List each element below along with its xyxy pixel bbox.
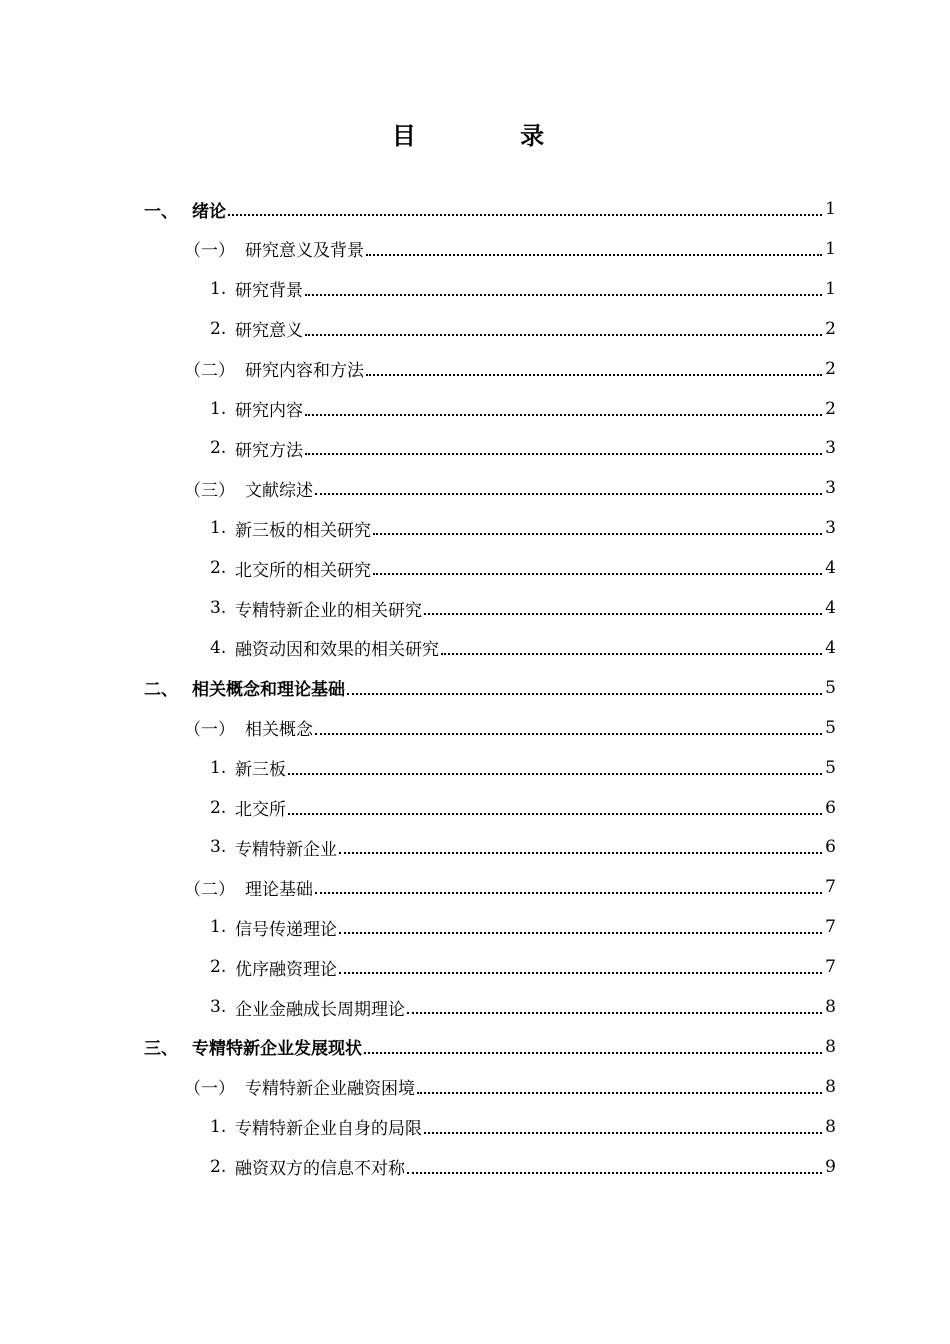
toc-dot-leader xyxy=(366,374,822,376)
toc-entry-label xyxy=(144,197,226,222)
toc-entry-title: 北交所 xyxy=(235,800,286,820)
toc-entry-title: 新三板 xyxy=(235,760,286,781)
toc-entry-label xyxy=(210,516,371,541)
toc-entry-number: 三、 xyxy=(144,1039,178,1060)
toc-entry-title: 专精特新企业发展现状 xyxy=(192,1039,362,1060)
toc-entry-page-number: 8 xyxy=(825,1036,836,1057)
toc-entry-number: 2. xyxy=(210,957,227,978)
toc-entry-page-number: 8 xyxy=(825,1116,836,1137)
toc-entry-title: 研究内容和方法 xyxy=(245,361,364,382)
toc-entry-number: 1. xyxy=(210,1116,227,1137)
toc-entry[interactable] xyxy=(0,548,950,588)
toc-entry-number: 2. xyxy=(210,1156,227,1177)
toc-entry-title: 研究意义及背景 xyxy=(245,241,364,262)
toc-entry-title: 研究方法 xyxy=(235,440,303,461)
toc-entry-page-number: 6 xyxy=(825,797,836,818)
toc-entry-number: 1. xyxy=(210,398,227,419)
toc-entry-label xyxy=(210,396,303,421)
toc-entry-number: 1. xyxy=(210,278,227,299)
toc-dot-leader xyxy=(417,1092,822,1094)
toc-entry-label xyxy=(210,755,286,780)
toc-dot-leader xyxy=(339,932,822,934)
toc-entry[interactable] xyxy=(0,1067,950,1107)
toc-entry-label xyxy=(210,1114,422,1139)
toc-entry[interactable] xyxy=(0,668,950,708)
toc-dot-leader xyxy=(305,334,822,336)
toc-entry-page-number: 2 xyxy=(825,398,836,419)
toc-entry-number: 2. xyxy=(210,558,227,579)
toc-dot-leader xyxy=(407,1172,822,1174)
toc-entry-label xyxy=(144,675,345,700)
toc-entry[interactable] xyxy=(0,468,950,508)
toc-entry[interactable] xyxy=(0,269,950,309)
toc-entry-label xyxy=(210,316,303,341)
toc-entry-title: 研究背景 xyxy=(235,281,303,302)
toc-entry[interactable] xyxy=(0,229,950,269)
toc-entry-page-number: 1 xyxy=(825,199,836,219)
toc-entry-page-number: 9 xyxy=(825,1156,836,1177)
toc-entry-label xyxy=(144,1034,362,1059)
toc-entry-page-number: 7 xyxy=(825,877,836,898)
toc-dot-leader xyxy=(339,972,822,974)
toc-entry[interactable] xyxy=(0,189,950,229)
toc-entry-number: 3. xyxy=(210,997,227,1017)
toc-entry-page-number: 5 xyxy=(825,757,836,778)
toc-dot-leader xyxy=(339,852,822,854)
toc-entry-label xyxy=(210,635,439,660)
toc-entry-label xyxy=(210,995,405,1020)
toc-entry-page-number: 3 xyxy=(825,438,836,459)
toc-entry-label xyxy=(184,476,313,501)
toc-entry-label xyxy=(210,596,422,621)
toc-entry-number: （一） xyxy=(184,720,235,741)
toc-entry[interactable] xyxy=(0,708,950,748)
toc-dot-leader xyxy=(441,653,822,655)
toc-entry-page-number: 8 xyxy=(825,997,836,1017)
toc-dot-leader xyxy=(373,573,822,575)
toc-entry-page-number: 1 xyxy=(825,238,836,259)
toc-entry[interactable] xyxy=(0,389,950,429)
toc-entry[interactable] xyxy=(0,788,950,828)
toc-dot-leader xyxy=(305,453,822,455)
toc-entry-title: 融资双方的信息不对称 xyxy=(235,1159,405,1180)
toc-entry-number: 2. xyxy=(210,797,227,818)
toc-entry-title: 相关概念 xyxy=(245,720,313,741)
toc-dot-leader xyxy=(424,613,822,615)
toc-dot-leader xyxy=(407,1012,822,1014)
toc-entry-title: 理论基础 xyxy=(245,879,313,900)
toc-entry-label xyxy=(210,276,303,301)
toc-entry-title: 北交所的相关研究 xyxy=(235,560,371,581)
toc-dot-leader xyxy=(347,693,822,695)
toc-entry[interactable] xyxy=(0,349,950,389)
toc-entry-label xyxy=(210,556,371,581)
toc-dot-leader xyxy=(373,533,822,535)
toc-dot-leader xyxy=(305,414,822,416)
toc-entry-label xyxy=(210,915,337,940)
toc-entry-title: 企业金融成长周期理论 xyxy=(235,999,405,1020)
toc-entry-page-number: 5 xyxy=(825,717,836,738)
toc-entry-number: （二） xyxy=(184,361,235,382)
toc-entry-title: 研究内容 xyxy=(235,401,303,421)
toc-entry-page-number: 4 xyxy=(825,598,836,618)
toc-dot-leader xyxy=(315,892,822,894)
toc-dot-leader xyxy=(364,1052,822,1054)
toc-entry-page-number: 6 xyxy=(825,837,836,858)
toc-entry-page-number: 4 xyxy=(825,558,836,579)
toc-entry-label xyxy=(184,356,364,381)
toc-entry-title: 绪论 xyxy=(192,201,226,222)
toc-entry-number: 1. xyxy=(210,917,227,938)
toc-entry[interactable] xyxy=(0,588,950,628)
toc-entry[interactable] xyxy=(0,1147,950,1187)
toc-dot-leader xyxy=(228,214,822,216)
page-title: 目 录 xyxy=(391,122,593,150)
toc-entry[interactable] xyxy=(0,1027,950,1067)
toc-entry-label xyxy=(184,715,313,740)
toc-entry-page-number: 3 xyxy=(825,518,836,539)
toc-entry-page-number: 7 xyxy=(825,957,836,978)
toc-entry-number: 2. xyxy=(210,438,227,459)
toc-dot-leader xyxy=(305,294,822,296)
toc-entry[interactable] xyxy=(0,748,950,788)
toc-entry-label xyxy=(184,236,364,261)
toc-entry-title: 融资动因和效果的相关研究 xyxy=(235,640,439,661)
toc-entry-title: 文献综述 xyxy=(245,480,313,501)
toc-entry-number: 二、 xyxy=(144,680,178,701)
toc-entry[interactable] xyxy=(0,907,950,947)
toc-entry-title: 信号传递理论 xyxy=(235,919,337,940)
toc-entry-number: （三） xyxy=(184,480,235,501)
toc-entry[interactable] xyxy=(0,947,950,987)
toc-entry-number: （二） xyxy=(184,879,235,900)
toc-entry[interactable] xyxy=(0,628,950,668)
toc-entry-number: 一、 xyxy=(144,201,178,222)
toc-dot-leader xyxy=(315,493,822,495)
toc-entry-page-number: 7 xyxy=(825,917,836,938)
toc-entry-title: 专精特新企业 xyxy=(235,839,337,860)
toc-entry-page-number: 3 xyxy=(825,478,836,499)
toc-entry-page-number: 4 xyxy=(825,637,836,658)
toc-entry-label xyxy=(184,875,313,900)
toc-entry-page-number: 2 xyxy=(825,358,836,379)
toc-dot-leader xyxy=(288,813,822,815)
toc-entry-label xyxy=(210,1154,405,1179)
toc-entry-label xyxy=(210,436,303,461)
toc-entry-page-number: 8 xyxy=(825,1076,836,1097)
toc-entry-title: 专精特新企业自身的局限 xyxy=(235,1119,422,1140)
toc-entry-number: 3. xyxy=(210,837,227,858)
toc-entry[interactable] xyxy=(0,508,950,548)
toc-entry-title: 新三板的相关研究 xyxy=(235,520,371,541)
toc-dot-leader xyxy=(315,733,822,735)
toc-entry-label xyxy=(184,1074,415,1099)
toc-entry-page-number: 1 xyxy=(825,278,836,299)
toc-entry-title: 研究意义 xyxy=(235,321,303,342)
toc-entry-page-number: 5 xyxy=(825,677,836,698)
toc-entry-page-number: 2 xyxy=(825,318,836,339)
toc-entry-label xyxy=(210,955,337,980)
toc-entry-number: 3. xyxy=(210,598,227,618)
toc-entry-number: （一） xyxy=(184,241,235,262)
toc-entry[interactable] xyxy=(0,867,950,907)
toc-entry-label xyxy=(210,835,337,860)
toc-entry-number: 2. xyxy=(210,318,227,339)
toc-entry-number: 4. xyxy=(210,637,227,658)
toc-entry[interactable] xyxy=(0,428,950,468)
toc-entry-number: （一） xyxy=(184,1079,235,1100)
toc-entry-title: 专精特新企业融资困境 xyxy=(245,1079,415,1100)
toc-entry[interactable] xyxy=(0,309,950,349)
toc-entry-title: 专精特新企业的相关研究 xyxy=(235,600,422,621)
toc-entry[interactable] xyxy=(0,827,950,867)
toc-entry-label xyxy=(210,795,286,820)
toc-entry-title: 相关概念和理论基础 xyxy=(192,680,345,701)
toc-entry[interactable] xyxy=(0,1107,950,1147)
toc-entry[interactable] xyxy=(0,987,950,1027)
toc-dot-leader xyxy=(366,254,822,256)
toc-entry-number: 1. xyxy=(210,518,227,539)
toc-entry-title: 优序融资理论 xyxy=(235,959,337,980)
toc-dot-leader xyxy=(288,773,822,775)
toc-entry-number: 1. xyxy=(210,757,227,778)
toc-dot-leader xyxy=(424,1132,822,1134)
